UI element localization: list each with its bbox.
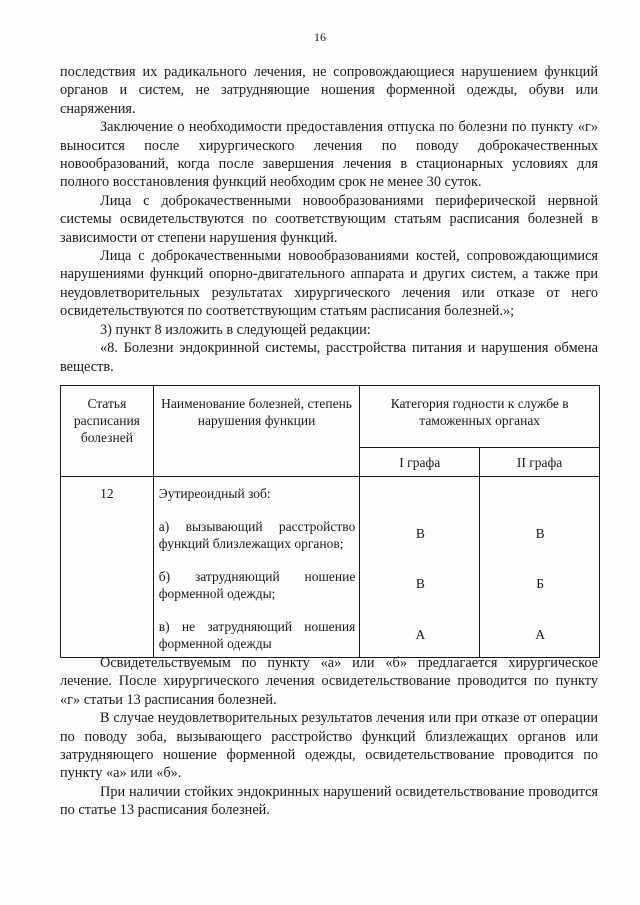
grade-a-2: В bbox=[535, 526, 545, 541]
paragraph: 3) пункт 8 изложить в следующей редакции: bbox=[100, 321, 371, 338]
article-number: 12 bbox=[61, 477, 154, 658]
item-b: б) затрудняющий ношение форменной одежды; bbox=[158, 569, 356, 601]
grade-a-1: В bbox=[415, 526, 425, 541]
body-text-bottom bbox=[60, 654, 598, 820]
grade-b-2: Б bbox=[536, 576, 545, 591]
item-c: в) не затрудняющий ношения форменной одежды bbox=[158, 619, 356, 651]
paragraph: Лица с доброкачественными новообразованиями периферической нервной системы освидетельствуются по соответствующим статьям расписания болезней в зависимости от степени нарушения функций. bbox=[60, 192, 598, 246]
disease-name: Эутиреоидный зоб: bbox=[158, 486, 271, 501]
grade-c-2: А bbox=[535, 627, 546, 642]
paragraph: Лица с доброкачественными новообразованиями костей, сопровождающимися нарушениями функций опорно-двигательного аппарата и других систем, а также при неудовлетворительных результатах хирургического лечения или отказе от него освидетельствуются по соответствующим статьям расписания болезней.»; bbox=[60, 248, 598, 320]
paragraph: При наличии стойких эндокринных нарушений освидетельствование проводится по статье 13 расписания болезней. bbox=[60, 783, 598, 819]
grades-column-2 bbox=[480, 477, 600, 658]
disease-cell bbox=[153, 477, 360, 658]
header-disease-name: Наименование болезней, степень нарушения функции bbox=[153, 386, 360, 477]
page-number: 16 bbox=[314, 30, 326, 44]
grades-column-1 bbox=[360, 477, 480, 658]
header-category: Категория годности к службе в таможенных органах bbox=[360, 386, 600, 448]
paragraph: Заключение о необходимости предоставления отпуска по болезни по пункту «г» выносится после хирургического лечения по поводу доброкачественных новообразований, когда после завершения лечения в стационарных условиях для полного восстановления функций необходим срок не менее 30 суток. bbox=[60, 119, 598, 191]
header-article: Статья расписания болезней bbox=[61, 386, 154, 477]
item-a: а) вызывающий расстройство функций близлежащих органов; bbox=[158, 519, 356, 551]
header-column-2: II графа bbox=[480, 448, 600, 477]
grade-c-1: А bbox=[415, 627, 426, 642]
paragraph: Освидетельствуемым по пункту «а» или «б» предлагается хирургическое лечение. После хирургического лечения освидетельствование проводится по пункту «г» статьи 13 расписания болезней. bbox=[60, 655, 598, 708]
paragraph: «8. Болезни эндокринной системы, расстройства питания и нарушения обмена веществ. bbox=[60, 340, 598, 375]
paragraph: последствия их радикального лечения, не сопровождающиеся нарушением функций органов и систем, не затрудняющие ношения форменной одежды, обуви или снаряжения. bbox=[60, 64, 598, 117]
header-column-1: I графа bbox=[360, 448, 480, 477]
body-text-top bbox=[60, 63, 598, 376]
paragraph: В случае неудовлетворительных результатов лечения или при отказе от операции по поводу зоба, вызывающего расстройство функций близлежащих органов или затрудняющего ношение форменной одежды, освидетельствование проводится по пункту «а» или «б». bbox=[60, 710, 598, 782]
table-row bbox=[61, 477, 600, 658]
disease-schedule-table bbox=[60, 385, 600, 658]
grade-b-1: В bbox=[415, 576, 425, 591]
